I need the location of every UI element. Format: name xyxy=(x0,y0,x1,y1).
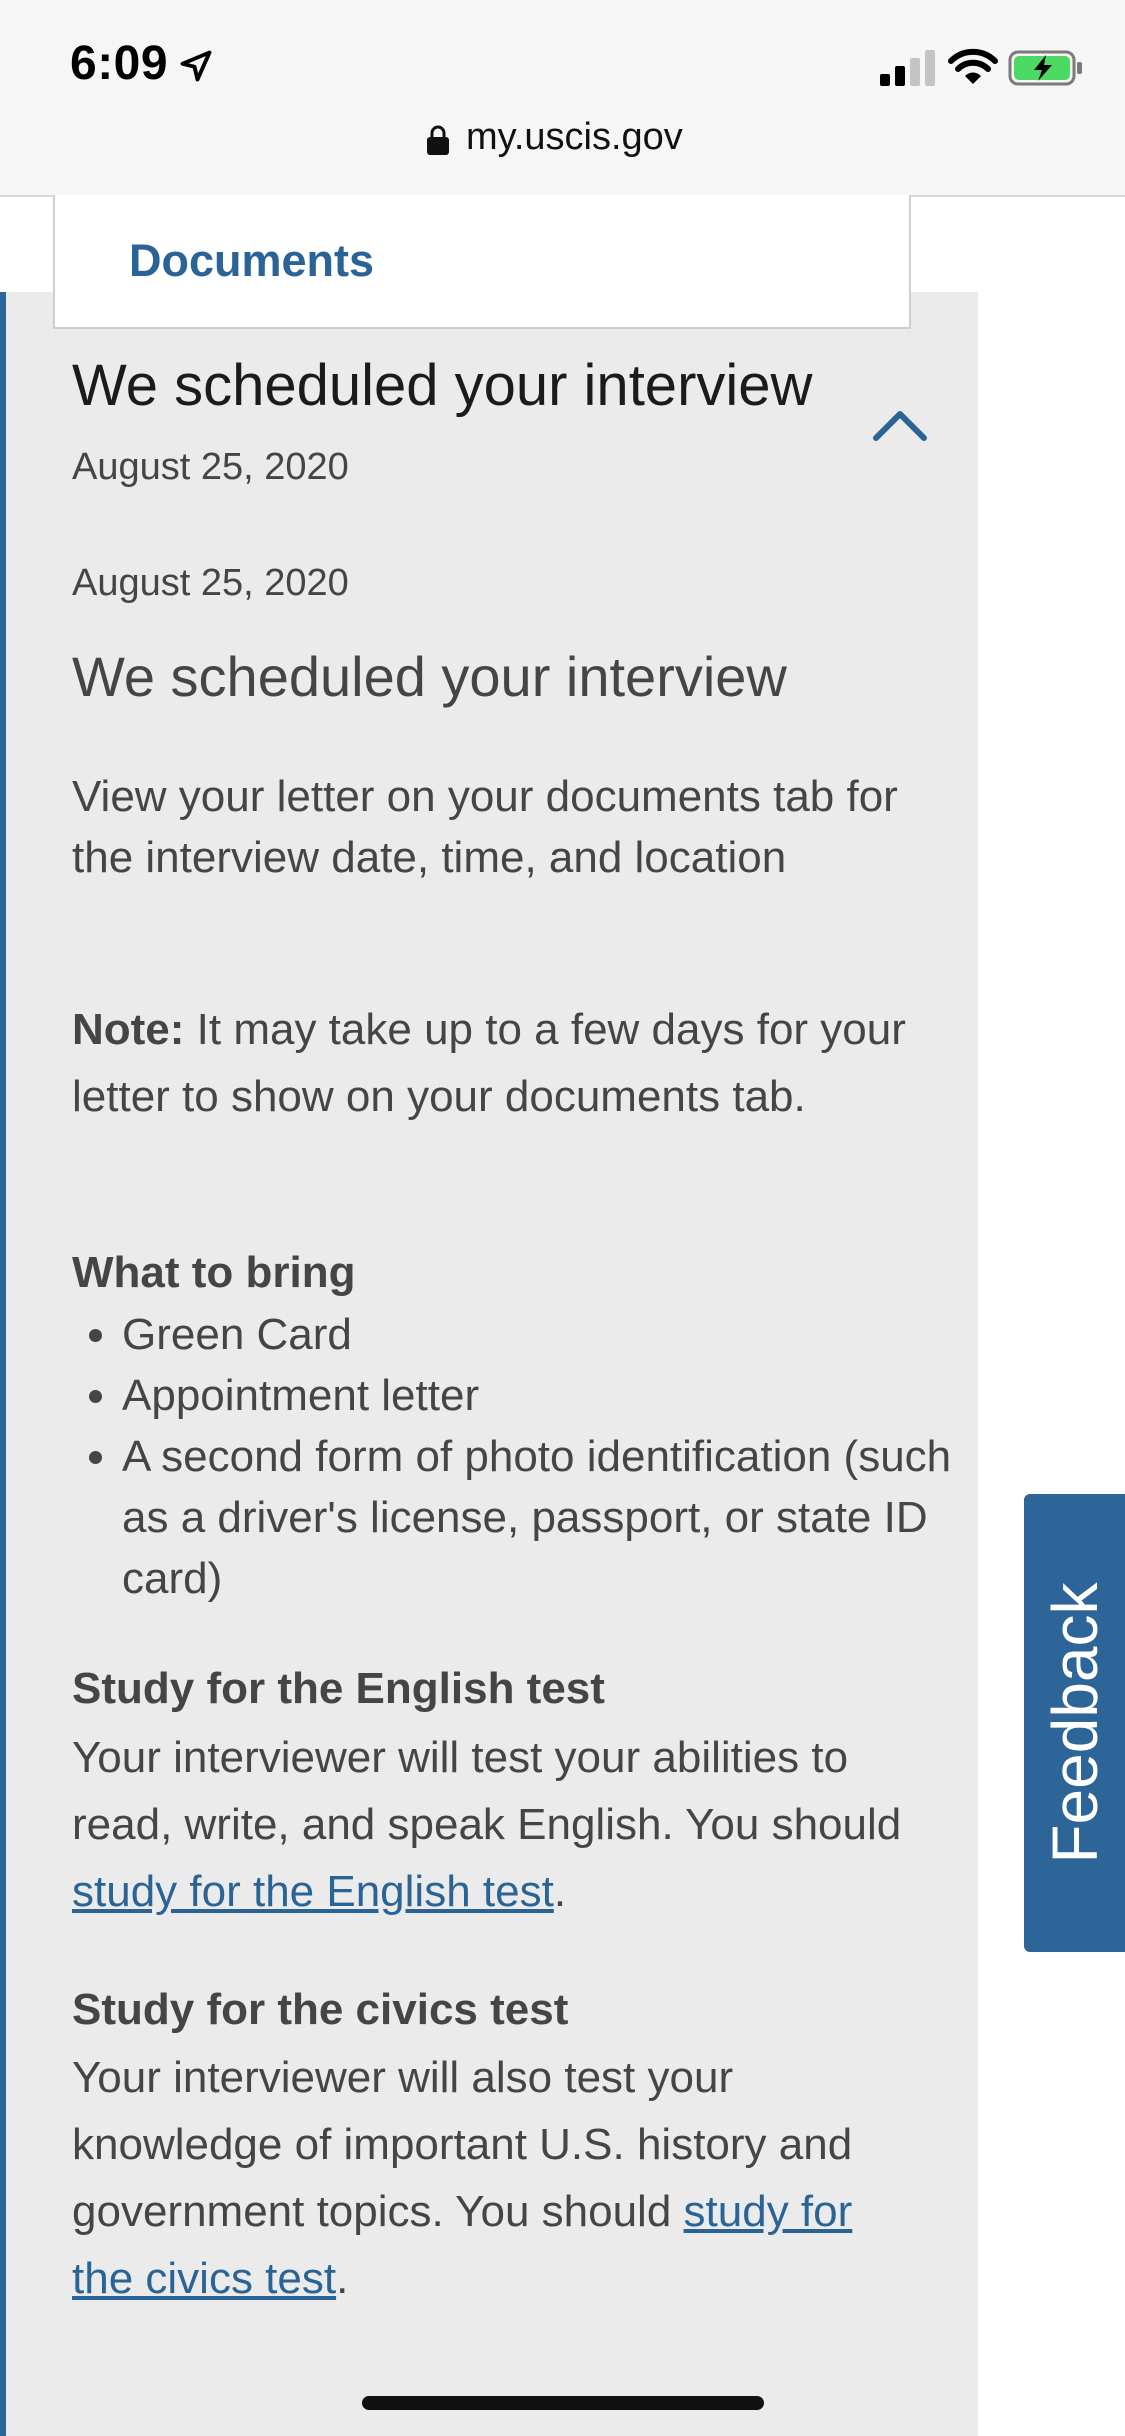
event-body-title: We scheduled your interview xyxy=(72,645,787,708)
english-test-paragraph xyxy=(72,1724,922,1925)
feedback-label: Feedback xyxy=(1038,1582,1111,1864)
list-item: • A second form of photo identification (such as a driver's license, passport, or state ID card) xyxy=(122,1426,972,1609)
location-arrow-icon xyxy=(178,48,214,84)
event-header-title[interactable]: We scheduled your interview xyxy=(72,353,813,418)
browser-top-bar xyxy=(0,0,1125,197)
note-text: It may take up to a few days for your letter to show on your documents tab. xyxy=(72,1005,906,1121)
url-text[interactable]: my.uscis.gov xyxy=(466,116,683,158)
english-test-period: . xyxy=(553,1867,567,1916)
wifi-icon xyxy=(948,48,998,86)
what-to-bring-heading: What to bring xyxy=(72,1248,356,1297)
note-label: Note: xyxy=(72,1005,185,1054)
civics-test-link[interactable]: study for the civics test xyxy=(72,2187,853,2303)
list-item: • Green Card xyxy=(122,1304,972,1365)
battery-charging-icon xyxy=(1008,50,1084,86)
timeline-accent-bar xyxy=(0,292,6,2436)
note-paragraph xyxy=(72,996,922,1130)
event-header-date: August 25, 2020 xyxy=(72,446,349,488)
english-test-heading: Study for the English test xyxy=(72,1664,605,1713)
what-to-bring-list xyxy=(72,1304,972,1609)
cellular-signal-icon xyxy=(880,50,936,86)
civics-test-text: Your interviewer will also test your knowledge of important U.S. history and government topics. You should xyxy=(72,2053,853,2236)
event-body-date: August 25, 2020 xyxy=(72,562,349,604)
home-indicator[interactable] xyxy=(362,2396,764,2410)
event-intro-text: View your letter on your documents tab for the interview date, time, and location xyxy=(72,772,898,882)
list-item: • Appointment letter xyxy=(122,1365,972,1426)
english-test-text: Your interviewer will test your abilities to read, write, and speak English. You should xyxy=(72,1733,902,1849)
status-time: 6:09 xyxy=(70,37,169,90)
civics-test-period: . xyxy=(336,2254,349,2303)
tab-documents-label: Documents xyxy=(129,235,375,286)
feedback-button[interactable] xyxy=(1024,1494,1125,1952)
lock-icon xyxy=(426,124,450,156)
civics-test-paragraph xyxy=(72,2044,922,2312)
english-test-link[interactable]: study for the English test xyxy=(72,1867,554,1916)
tab-documents[interactable] xyxy=(53,195,911,329)
civics-test-heading: Study for the civics test xyxy=(72,1985,569,2034)
chevron-up-icon[interactable] xyxy=(872,406,928,442)
